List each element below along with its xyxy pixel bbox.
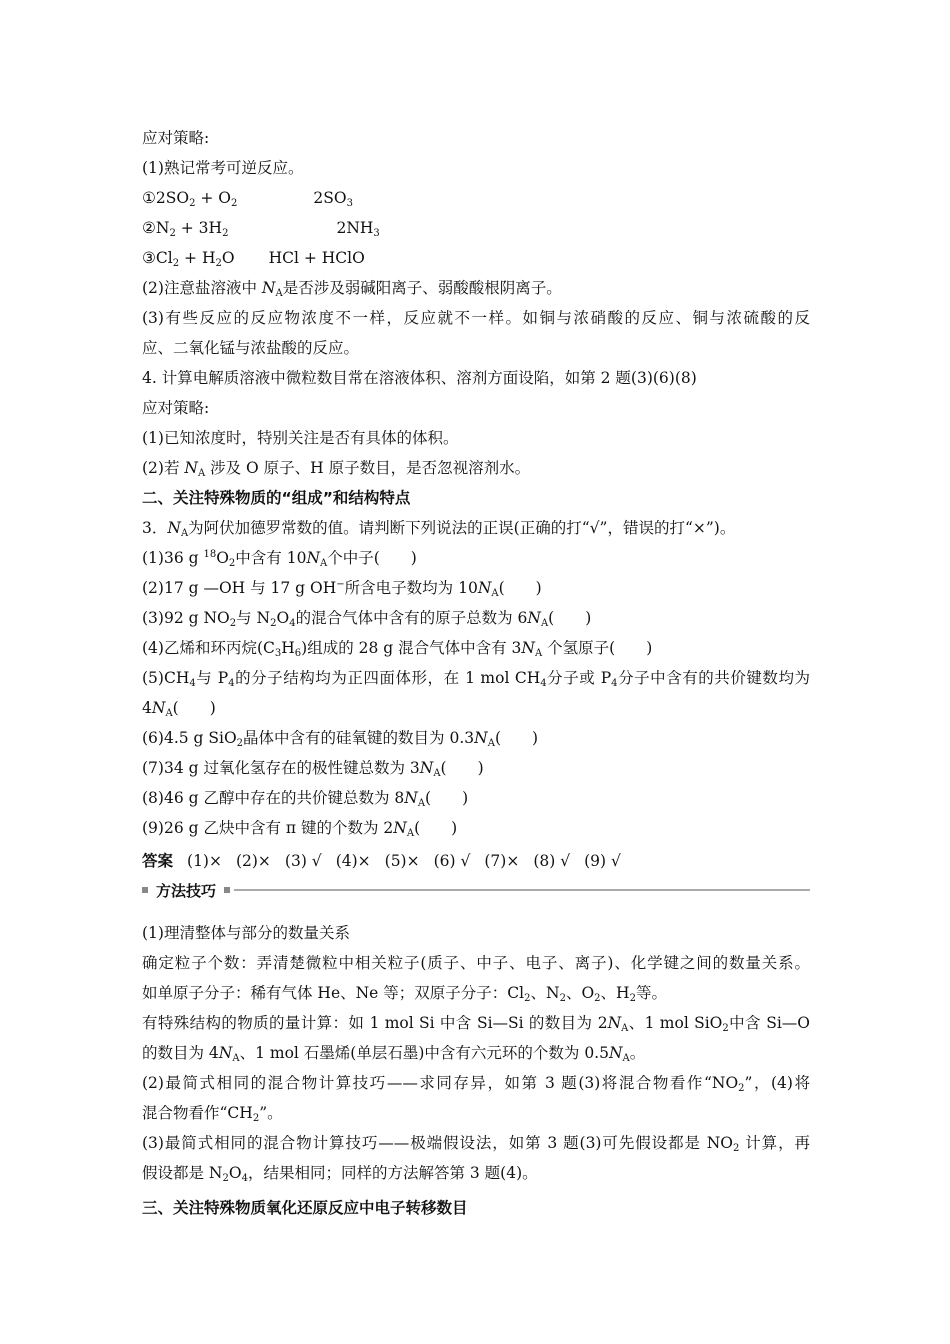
strategy1-item-3-line-2: 应、二氧化锰与浓盐酸的反应。 bbox=[142, 339, 360, 357]
section-3-title: 三、关注特殊物质氧化还原反应中电子转移数目 bbox=[142, 1199, 468, 1217]
answer-item: (5)× bbox=[384, 852, 420, 870]
answer-item: (8) √ bbox=[533, 852, 571, 870]
question-3-item-5-line-2: $4N_A$( ) bbox=[142, 699, 216, 719]
answer-item: (6) √ bbox=[433, 852, 471, 870]
answer-line bbox=[142, 851, 621, 871]
square-bullet-icon bbox=[224, 887, 230, 893]
method-item-5-line-1: (2)最简式相同的混合物计算技巧——求同存异，如第 3 题(3)将混合物看作“$NO_2$”，(4)将 bbox=[142, 1074, 810, 1094]
square-bullet-icon bbox=[142, 887, 148, 893]
question-3-item-9: (9)26 g 乙炔中含有 π 键的个数为 $2N_A$( ) bbox=[142, 819, 458, 839]
question-3-item-1: (1)36 g $^{18}O_2$中含有 $10N_A$个中子( ) bbox=[142, 549, 417, 569]
method-item-1: (1)理清整体与部分的数量关系 bbox=[142, 924, 350, 942]
question-3-item-8: (8)46 g 乙醇中存在的共价键总数为 $8N_A$( ) bbox=[142, 789, 469, 809]
question-3-item-2: (2)17 g —OH 与 17 g OH−所含电子数均为 $10N_A$( ) bbox=[142, 579, 542, 599]
answer-item: (7)× bbox=[484, 852, 520, 870]
answer-item: (9) √ bbox=[584, 852, 621, 870]
question-3-item-4: (4)乙烯和环丙烷$(C_3H_6)$组成的 28 g 混合气体中含有 $3N_A$ 个氢原子( ) bbox=[142, 639, 653, 659]
answer-item: (3) √ bbox=[284, 852, 322, 870]
question-3-item-3: (3)92 g $NO_2$与 $N_2O_4$的混合气体中含有的原子总数为 $6N_A$( ) bbox=[142, 609, 592, 629]
question-3-item-6: (6)4.5 g SiO$_2$晶体中含有的硅氧键的数目为 $0.3N_A$( ) bbox=[142, 729, 539, 749]
strategy1-item-3-line-1: (3)有些反应的反应物浓度不一样，反应就不一样。如铜与浓硝酸的反应、铜与浓硫酸的反 bbox=[142, 309, 810, 327]
strategy-heading-2: 应对策略: bbox=[142, 399, 210, 417]
strategy2-item-2: (2)若 $N_A$ 涉及 O 原子、H 原子数目，是否忽视溶剂水。 bbox=[142, 459, 531, 479]
method-tips-divider bbox=[142, 880, 810, 900]
answer-item: (2)× bbox=[235, 852, 271, 870]
method-item-6-line-2: 假设都是 $N_2O_4$，结果相同；同样的方法解答第 3 题(4)。 bbox=[142, 1164, 538, 1184]
method-item-4-line-2: 的数目为 $4N_A$、1 mol 石墨烯(单层石墨)中含有六元环的个数为 $0.5N_A$。 bbox=[142, 1044, 646, 1064]
question-3-item-5-line-1: $(5)CH_4$与 $P_4$的分子结构均为正四面体形，在 1 mol $CH_4$分子或 $P_4$分子中含有的共价键数均为 bbox=[142, 669, 810, 689]
strategy2-item-1: (1)已知浓度时，特别关注是否有具体的体积。 bbox=[142, 429, 459, 447]
method-item-3: 如单原子分子：稀有气体 He、Ne 等；双原子分子：$Cl_2$、$N_2$、$O_2$、$H_2$等。 bbox=[142, 984, 667, 1004]
method-item-5-line-2: 混合物看作“$CH_2$”。 bbox=[142, 1104, 283, 1124]
equation-3: $③Cl_2 + H_2O$ HCl + HClO bbox=[142, 249, 365, 269]
strategy-heading-1: 应对策略: bbox=[142, 129, 210, 147]
strategy1-item-2: (2)注意盐溶液中 $N_A$是否涉及弱碱阳离子、弱酸酸根阴离子。 bbox=[142, 279, 562, 299]
divider-line bbox=[234, 889, 810, 891]
answer-item: (4)× bbox=[335, 852, 371, 870]
method-item-6-line-1: (3)最简式相同的混合物计算技巧——极端假设法，如第 3 题(3)可先假设都是 $NO_2$ 计算，再 bbox=[142, 1134, 811, 1154]
section-2-title: 二、关注特殊物质的“组成”和结构特点 bbox=[142, 489, 411, 507]
strategy1-item-1: (1)熟记常考可逆反应。 bbox=[142, 159, 304, 177]
point-4: 4. 计算电解质溶液中微粒数目常在溶液体积、溶剂方面设陷，如第 2 题(3)(6)(8) bbox=[142, 369, 697, 387]
question-3-item-7: (7)34 g 过氧化氢存在的极性键总数为 $3N_A$( ) bbox=[142, 759, 484, 779]
equation-1: $①2SO_2 + O_2$ $2SO_3$ bbox=[142, 189, 353, 209]
method-item-4-line-1: 有特殊结构的物质的量计算：如 1 mol Si 中含 Si—Si 的数目为 $2N_A$、1 mol SiO$_2$中含 Si—O bbox=[142, 1014, 810, 1034]
equation-2: $②N_2 + 3H_2$ $2NH_3$ bbox=[142, 219, 380, 239]
answer-item: (1)× bbox=[187, 852, 222, 870]
question-3-stem: 3．$N_A$为阿伏加德罗常数的值。请判断下列说法的正误(正确的打“√”，错误的打“×”)。 bbox=[142, 519, 736, 539]
method-item-2: 确定粒子个数：弄清楚微粒中相关粒子(质子、中子、电子、离子)、化学键之间的数量关系。 bbox=[142, 954, 810, 972]
answer-label: 答案 bbox=[142, 852, 174, 870]
method-tips-label: 方法技巧 bbox=[156, 882, 217, 900]
